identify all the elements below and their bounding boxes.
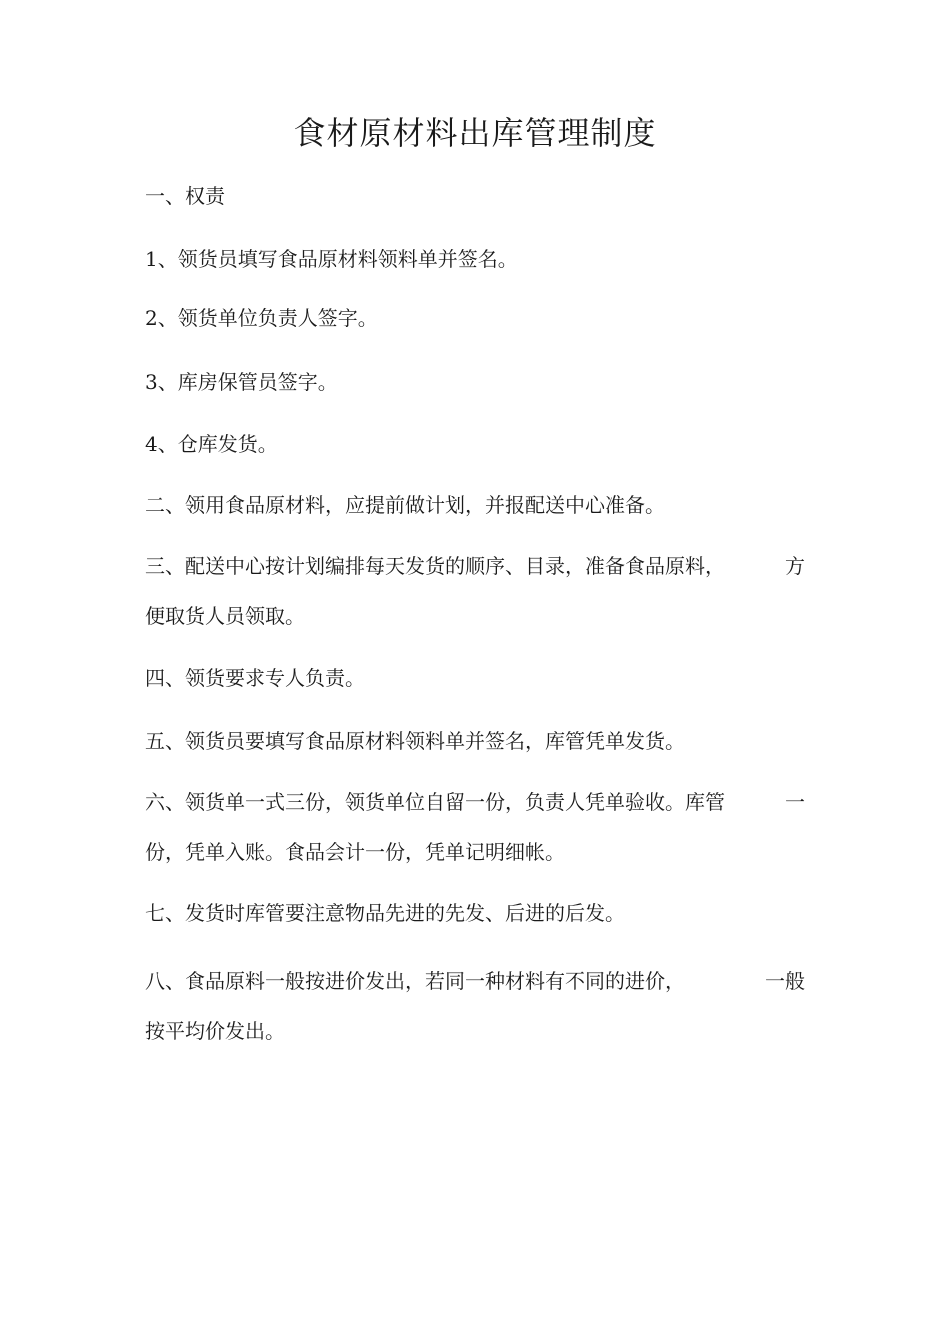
paragraph-3-line-2: 便取货人员领取。: [145, 604, 305, 628]
paragraph-7: 七、发货时库管要注意物品先进的先发、后进的后发。: [145, 901, 625, 925]
paragraph-3-line-1-text: 三、配送中心按计划编排每天发货的顺序、目录，准备食品原料，: [145, 554, 725, 578]
paragraph-6-line-2: 份，凭单入账。食品会计一份，凭单记明细帐。: [145, 840, 565, 864]
paragraph-2: 二、领用食品原材料，应提前做计划，并报配送中心准备。: [145, 493, 665, 517]
paragraph-8-line-1-end: 一般: [765, 969, 805, 993]
paragraph-4: 四、领货要求专人负责。: [145, 666, 365, 690]
paragraph-6-line-1-text: 六、领货单一式三份，领货单位自留一份，负责人凭单验收。库管: [145, 790, 725, 814]
document-title: 食材原材料出库管理制度: [293, 114, 657, 152]
paragraph-8-line-2: 按平均价发出。: [145, 1019, 285, 1043]
paragraph-8-line-1-text: 八、食品原料一般按进价发出，若同一种材料有不同的进价，: [145, 969, 685, 993]
paragraph-5: 五、领货员要填写食品原材料领料单并签名，库管凭单发货。: [145, 729, 685, 753]
list-item-1: 1、领货员填写食品原材料领料单并签名。: [145, 247, 518, 271]
list-item-2: 2、领货单位负责人签字。: [145, 306, 378, 330]
paragraph-8-line-1: [145, 967, 805, 995]
paragraph-3-line-1: [145, 552, 805, 580]
paragraph-6-line-1: [145, 788, 805, 816]
list-item-3: 3、库房保管员签字。: [145, 370, 338, 394]
list-item-4: 4、仓库发货。: [145, 432, 278, 456]
paragraph-3-line-1-end: 方: [785, 554, 805, 578]
paragraph-6-line-1-end: 一: [785, 790, 805, 814]
section-heading-responsibilities: 一、权责: [145, 184, 225, 208]
